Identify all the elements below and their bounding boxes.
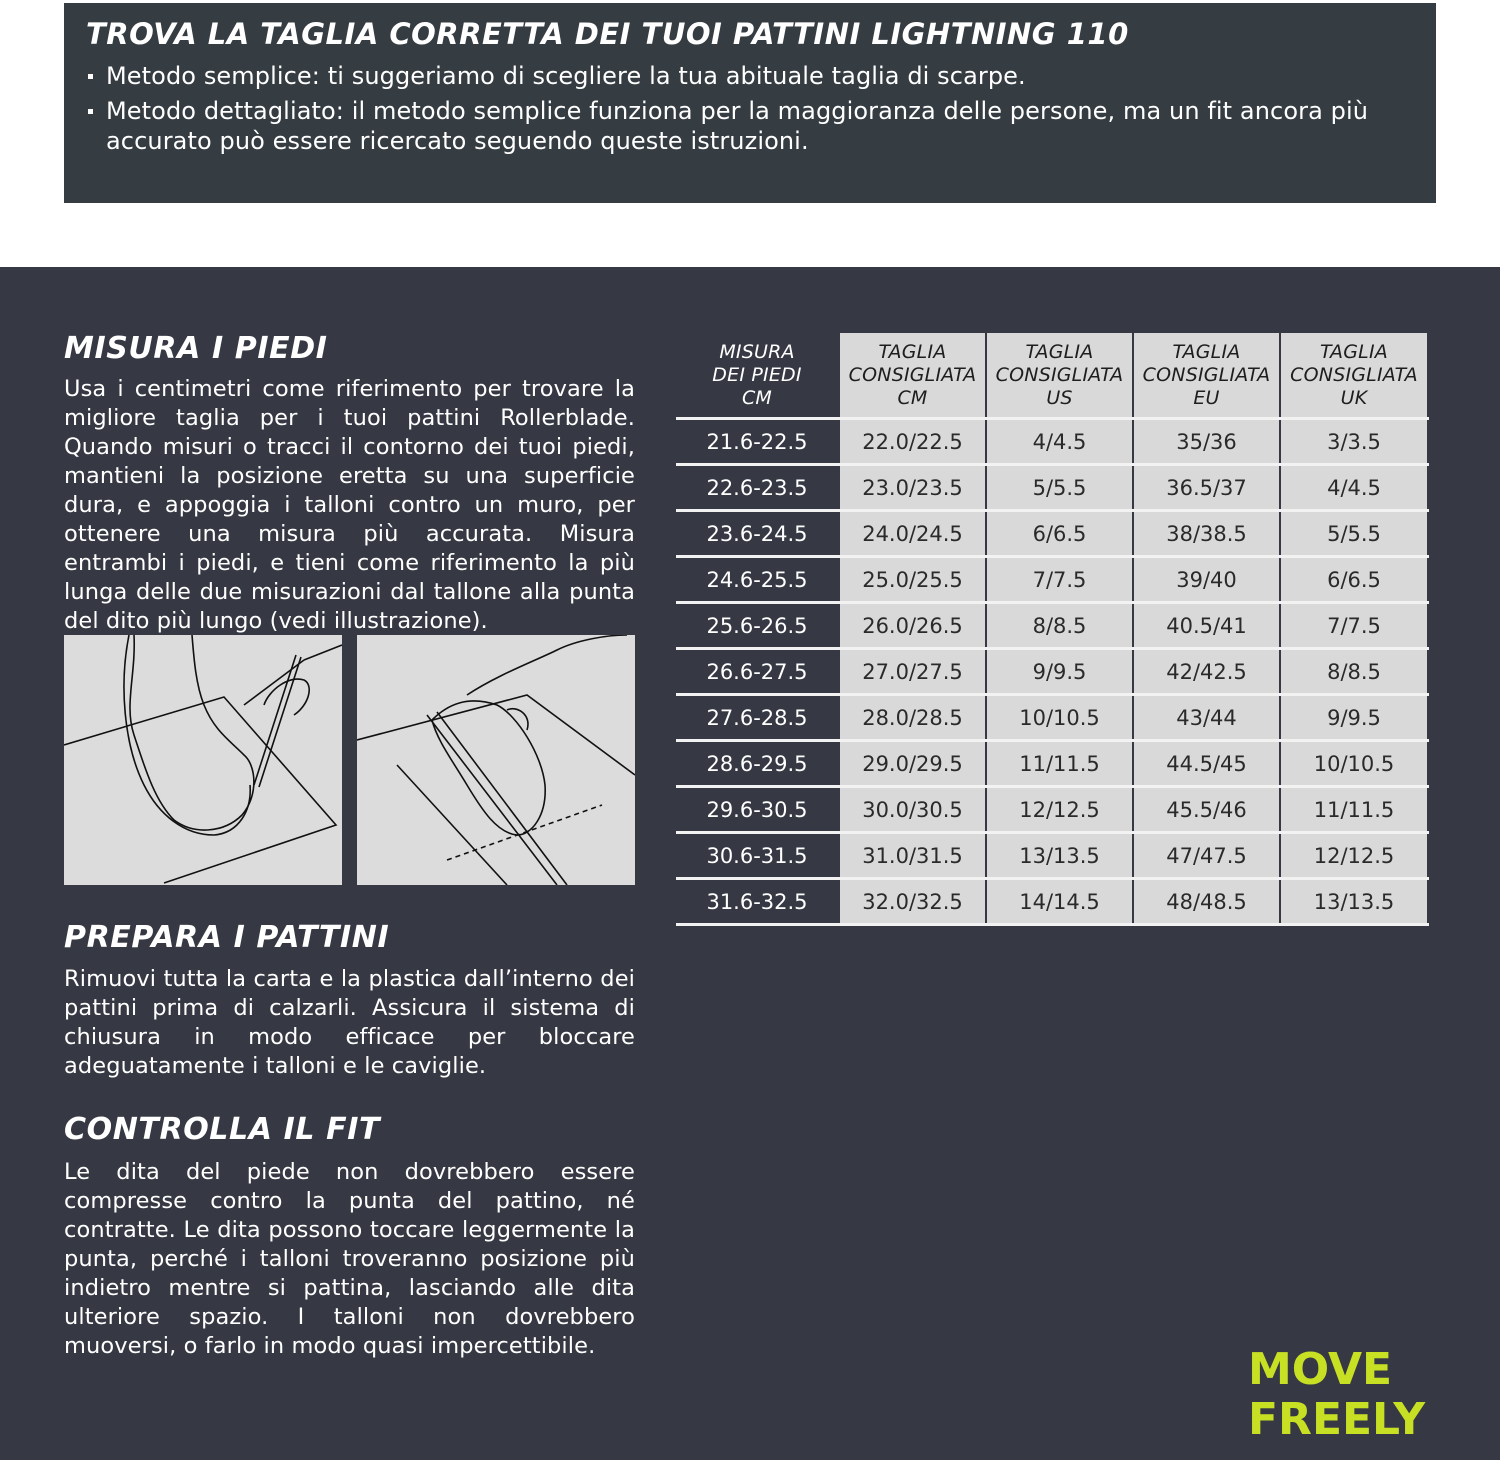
table-cell: 39/40 <box>1133 557 1280 603</box>
header-line: EU <box>1193 386 1220 409</box>
table-body <box>676 419 1428 925</box>
table-cell: 12/12.5 <box>1280 833 1428 879</box>
table-cell: 31.6-32.5 <box>676 879 839 925</box>
header-foot-cm <box>676 332 839 419</box>
table-cell: 22.6-23.5 <box>676 465 839 511</box>
table-cell: 25.6-26.5 <box>676 603 839 649</box>
table-cell: 48/48.5 <box>1133 879 1280 925</box>
table-cell: 38/38.5 <box>1133 511 1280 557</box>
table-cell: 40.5/41 <box>1133 603 1280 649</box>
table-cell: 47/47.5 <box>1133 833 1280 879</box>
page-title: TROVA LA TAGLIA CORRETTA DEI TUOI PATTINI LIGHTNING 110 <box>86 17 1129 51</box>
table-cell: 36.5/37 <box>1133 465 1280 511</box>
table-cell: 35/36 <box>1133 419 1280 465</box>
table-cell: 23.6-24.5 <box>676 511 839 557</box>
table-cell: 44.5/45 <box>1133 741 1280 787</box>
fit-text: Le dita del piede non dovrebbero essere compresse contro la punta del pattino, né contratte. Le dita possono toccare leggermente la punta, perché i talloni troveranno posizione più indietro mentre si pattina, lasciando alle dita ulteriore spazio. I talloni non dovrebbero muoversi, o farlo in modo quasi impercettibile. <box>64 1159 635 1359</box>
table-cell: 9/9.5 <box>1280 695 1428 741</box>
list-item: Metodo dettagliato: il metodo semplice funziona per la maggioranza delle persone, ma un fit ancora più accurato può essere ricercato seguendo queste istruzioni. <box>86 96 1414 156</box>
table-cell: 4/4.5 <box>986 419 1133 465</box>
size-table <box>676 331 1429 926</box>
table-cell: 30.0/30.5 <box>839 787 986 833</box>
table-row <box>676 603 1428 649</box>
table-cell: 13/13.5 <box>986 833 1133 879</box>
table-cell: 24.0/24.5 <box>839 511 986 557</box>
table-row <box>676 695 1428 741</box>
table-cell: 4/4.5 <box>1280 465 1428 511</box>
foot-tracing-icon <box>64 635 342 885</box>
header-line: UK <box>1340 386 1368 409</box>
move-freely-logo <box>1246 1342 1436 1442</box>
table-row <box>676 787 1428 833</box>
fit-title: CONTROLLA IL FIT <box>64 1112 381 1147</box>
table-cell: 45.5/46 <box>1133 787 1280 833</box>
intro-banner <box>64 3 1436 203</box>
header-size-eu <box>1133 332 1280 419</box>
method-list <box>86 61 1414 156</box>
table-row <box>676 833 1428 879</box>
header-line: TAGLIA <box>878 340 947 363</box>
table-cell: 6/6.5 <box>986 511 1133 557</box>
header-line: DEI PIEDI <box>712 363 802 386</box>
measure-title: MISURA I PIEDI <box>64 331 328 366</box>
table-cell: 32.0/32.5 <box>839 879 986 925</box>
table-cell: 10/10.5 <box>1280 741 1428 787</box>
table-cell: 29.0/29.5 <box>839 741 986 787</box>
table-cell: 7/7.5 <box>1280 603 1428 649</box>
table-cell: 22.0/22.5 <box>839 419 986 465</box>
header-line: CONSIGLIATA <box>995 363 1124 386</box>
table-header-row <box>676 332 1428 419</box>
logo-line-1: MOVE <box>1248 1344 1393 1395</box>
table-cell: 30.6-31.5 <box>676 833 839 879</box>
table-cell: 3/3.5 <box>1280 419 1428 465</box>
table-cell: 10/10.5 <box>986 695 1133 741</box>
measure-text: Usa i centimetri come riferimento per trovare la migliore taglia per i tuoi pattini Rollerblade. Quando misuri o tracci il contorno dei tuoi piedi, mantieni la posizione eretta su una superficie dura, e appoggia i talloni contro un muro, per ottenere una misura più accurata. Misura entrambi i piedi, e tieni come riferimento la più lunga delle due misurazioni dal tallone alla punta del dito più lungo (vedi illustrazione). <box>64 376 635 634</box>
header-line: TAGLIA <box>1025 340 1094 363</box>
table-cell: 9/9.5 <box>986 649 1133 695</box>
table-row <box>676 465 1428 511</box>
table-cell: 12/12.5 <box>986 787 1133 833</box>
table-cell: 13/13.5 <box>1280 879 1428 925</box>
table-row <box>676 511 1428 557</box>
table-cell: 27.0/27.5 <box>839 649 986 695</box>
ruler-measure-icon <box>357 635 635 885</box>
prepare-title: PREPARA I PATTINI <box>64 920 390 955</box>
logo-line-2: FREELY <box>1248 1394 1426 1442</box>
table-cell: 27.6-28.5 <box>676 695 839 741</box>
table-cell: 6/6.5 <box>1280 557 1428 603</box>
header-line: CONSIGLIATA <box>1290 363 1418 386</box>
table-cell: 25.0/25.5 <box>839 557 986 603</box>
table-cell: 21.6-22.5 <box>676 419 839 465</box>
table-row <box>676 649 1428 695</box>
table-row <box>676 879 1428 925</box>
table-cell: 26.0/26.5 <box>839 603 986 649</box>
header-size-us <box>986 332 1133 419</box>
list-item: Metodo semplice: ti suggeriamo di scegliere la tua abituale taglia di scarpe. <box>86 61 1414 91</box>
header-line: CONSIGLIATA <box>1142 363 1271 386</box>
table-cell: 26.6-27.5 <box>676 649 839 695</box>
header-line: CONSIGLIATA <box>848 363 977 386</box>
table-row <box>676 419 1428 465</box>
table-cell: 7/7.5 <box>986 557 1133 603</box>
table-cell: 29.6-30.5 <box>676 787 839 833</box>
header-line: US <box>1046 386 1073 409</box>
table-cell: 24.6-25.5 <box>676 557 839 603</box>
header-size-uk <box>1280 332 1428 419</box>
header-line: TAGLIA <box>1320 340 1388 363</box>
prepare-text: Rimuovi tutta la carta e la plastica dall’interno dei pattini prima di calzarli. Assicura il sistema di chiusura in modo efficace per bloccare adeguatamente i talloni e le caviglie. <box>64 966 635 1079</box>
table-cell: 23.0/23.5 <box>839 465 986 511</box>
table-cell: 42/42.5 <box>1133 649 1280 695</box>
header-line: MISURA <box>719 340 795 363</box>
header-line: CM <box>741 386 773 409</box>
table-row <box>676 557 1428 603</box>
table-cell: 11/11.5 <box>986 741 1133 787</box>
table-cell: 31.0/31.5 <box>839 833 986 879</box>
header-line: CM <box>897 386 928 409</box>
table-cell: 5/5.5 <box>986 465 1133 511</box>
table-cell: 43/44 <box>1133 695 1280 741</box>
table-cell: 28.6-29.5 <box>676 741 839 787</box>
header-line: TAGLIA <box>1172 340 1241 363</box>
table-cell: 8/8.5 <box>986 603 1133 649</box>
table-cell: 14/14.5 <box>986 879 1133 925</box>
table-row <box>676 741 1428 787</box>
table-cell: 8/8.5 <box>1280 649 1428 695</box>
table-cell: 11/11.5 <box>1280 787 1428 833</box>
table-cell: 28.0/28.5 <box>839 695 986 741</box>
foot-tracing-illustration <box>64 635 342 885</box>
foot-measuring-illustration <box>357 635 635 885</box>
header-size-cm <box>839 332 986 419</box>
table-cell: 5/5.5 <box>1280 511 1428 557</box>
